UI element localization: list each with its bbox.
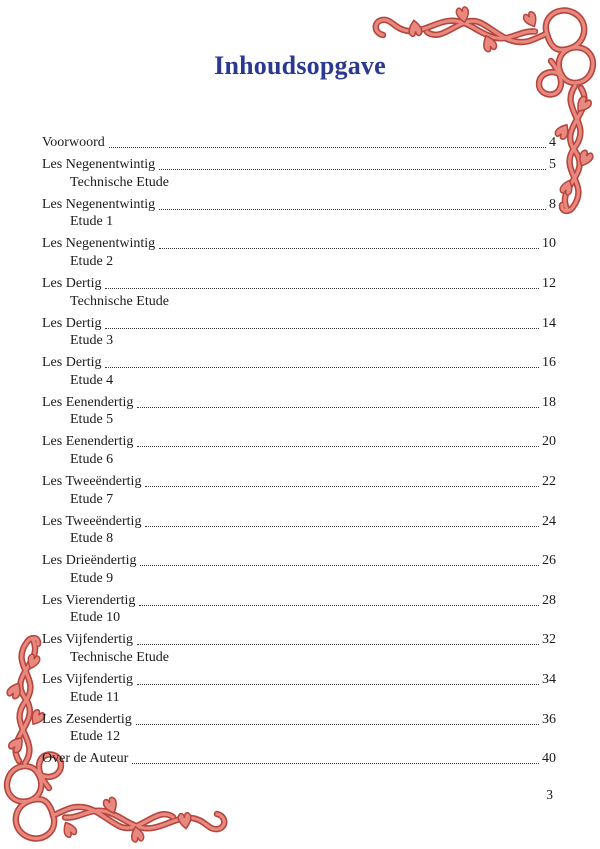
toc-entry-page: 20 bbox=[542, 434, 556, 450]
dotted-leader bbox=[105, 288, 539, 289]
toc-entry-page: 18 bbox=[542, 394, 556, 410]
toc-entry-title: Les Vijfendertig bbox=[42, 632, 134, 648]
dotted-leader bbox=[145, 486, 539, 487]
toc-entry-page: 14 bbox=[542, 315, 556, 331]
toc-entry-subtitle: Technische Etude bbox=[70, 174, 169, 190]
toc-entry bbox=[42, 196, 556, 231]
toc-entry-page: 10 bbox=[542, 236, 556, 252]
toc-entry-subtitle: Etude 12 bbox=[70, 729, 121, 745]
toc-entry-page: 5 bbox=[549, 157, 556, 173]
toc-entry-title: Les Vijfendertig bbox=[42, 671, 134, 687]
toc-entry-subtitle: Etude 8 bbox=[70, 531, 114, 547]
dotted-leader bbox=[137, 684, 539, 685]
toc-entry-page: 32 bbox=[542, 632, 556, 648]
toc-entry bbox=[42, 134, 556, 152]
dotted-leader bbox=[137, 407, 539, 408]
toc-entry-subtitle: Etude 2 bbox=[70, 253, 114, 269]
toc-entry-page: 8 bbox=[549, 196, 556, 212]
toc-entry bbox=[42, 750, 556, 768]
dotted-leader bbox=[159, 248, 539, 249]
toc-entry-title: Les Dertig bbox=[42, 355, 102, 371]
toc-entry bbox=[42, 275, 556, 310]
toc-entry-subtitle: Etude 10 bbox=[70, 610, 121, 626]
toc-entry bbox=[42, 156, 556, 191]
toc-entry bbox=[42, 354, 556, 389]
toc-entry-subtitle: Etude 1 bbox=[70, 214, 114, 230]
toc-entry-page: 28 bbox=[542, 592, 556, 608]
toc-list bbox=[42, 134, 556, 772]
toc-entry-subtitle: Etude 11 bbox=[70, 689, 120, 705]
dotted-leader bbox=[145, 526, 539, 527]
toc-entry-title: Les Eenendertig bbox=[42, 394, 134, 410]
toc-entry-title: Les Eenendertig bbox=[42, 434, 134, 450]
dotted-leader bbox=[105, 328, 539, 329]
toc-entry bbox=[42, 552, 556, 587]
toc-entry-page: 40 bbox=[542, 751, 556, 767]
toc-entry-page: 16 bbox=[542, 355, 556, 371]
toc-entry-title: Voorwoord bbox=[42, 135, 105, 150]
toc-entry-title: Les Zesendertig bbox=[42, 711, 132, 727]
toc-entry-page: 26 bbox=[542, 553, 556, 569]
toc-entry bbox=[42, 235, 556, 270]
toc-entry bbox=[42, 473, 556, 508]
toc-entry-page: 36 bbox=[542, 711, 556, 727]
toc-entry-title: Les Negenentwintig bbox=[42, 196, 156, 212]
toc-entry bbox=[42, 671, 556, 706]
dotted-leader bbox=[109, 147, 546, 148]
dotted-leader bbox=[137, 446, 539, 447]
page-title: Inhoudsopgave bbox=[214, 51, 386, 80]
dotted-leader bbox=[140, 565, 539, 566]
toc-entry-title: Over de Auteur bbox=[42, 751, 129, 767]
toc-entry-page: 24 bbox=[542, 513, 556, 529]
toc-entry bbox=[42, 513, 556, 548]
toc-entry bbox=[42, 394, 556, 429]
toc-entry bbox=[42, 711, 556, 746]
toc-entry-subtitle: Etude 9 bbox=[70, 570, 114, 586]
dotted-leader bbox=[159, 209, 546, 210]
toc-entry-subtitle: Etude 7 bbox=[70, 491, 114, 507]
dotted-leader bbox=[105, 367, 539, 368]
toc-entry-subtitle: Technische Etude bbox=[70, 649, 169, 665]
footer-page-number: 3 bbox=[546, 787, 553, 802]
toc-entry-page: 34 bbox=[542, 671, 556, 687]
dotted-leader bbox=[159, 169, 546, 170]
toc-entry-subtitle: Etude 6 bbox=[70, 451, 114, 467]
toc-entry-subtitle: Technische Etude bbox=[70, 293, 169, 309]
toc-entry-subtitle: Etude 4 bbox=[70, 372, 114, 388]
toc-entry-subtitle: Etude 5 bbox=[70, 412, 114, 428]
toc-entry-title: Les Tweeëndertig bbox=[42, 513, 142, 529]
toc-entry-subtitle: Etude 3 bbox=[70, 333, 114, 349]
dotted-leader bbox=[132, 763, 539, 764]
toc-entry-title: Les Dertig bbox=[42, 315, 102, 331]
toc-entry bbox=[42, 433, 556, 468]
toc-entry-title: Les Drieëndertig bbox=[42, 553, 137, 569]
toc-entry-title: Les Negenentwintig bbox=[42, 157, 156, 173]
dotted-leader bbox=[139, 605, 539, 606]
toc-entry-title: Les Negenentwintig bbox=[42, 236, 156, 252]
toc-entry-title: Les Vierendertig bbox=[42, 592, 136, 608]
toc-entry bbox=[42, 315, 556, 350]
toc-entry-page: 4 bbox=[549, 135, 556, 150]
toc-entry-title: Les Tweeëndertig bbox=[42, 473, 142, 489]
dotted-leader bbox=[136, 724, 539, 725]
toc-entry-title: Les Dertig bbox=[42, 275, 102, 291]
toc-entry-page: 12 bbox=[542, 275, 556, 291]
toc-entry bbox=[42, 631, 556, 666]
toc-entry-page: 22 bbox=[542, 473, 556, 489]
toc-entry bbox=[42, 592, 556, 627]
dotted-leader bbox=[137, 644, 539, 645]
